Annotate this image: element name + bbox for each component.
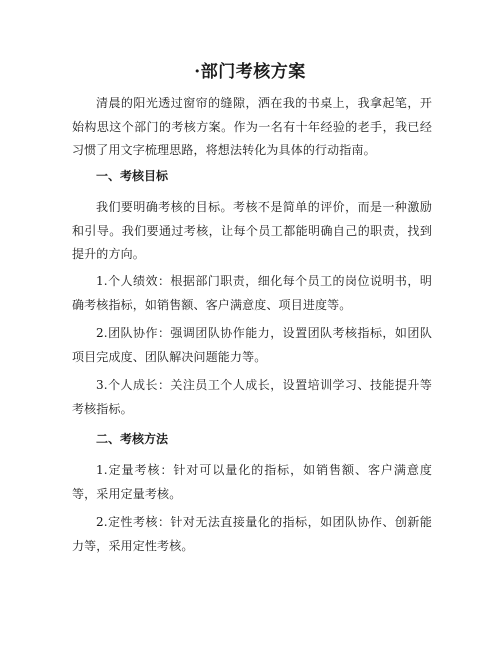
document-title: ·部门考核方案 [194,62,306,82]
goal-item-teamwork: 2.团队协作：强调团队协作能力，设置团队考核指标，如团队项目完成度、团队解决问题能力等。 [72,326,432,364]
method-item-quantitative: 1.定量考核：针对可以量化的指标，如销售额、客户满意度等，采用定量考核。 [72,463,432,501]
goals-paragraph: 我们要明确考核的目标。考核不是简单的评价，而是一种激励和引导。我们要通过考核，让每个员工都能明确自己的职责，找到提升的方向。 [72,200,432,261]
section-heading-methods: 二、考核方法 [96,432,169,446]
method-item-qualitative: 2.定性考核：针对无法直接量化的指标，如团队协作、创新能力等，采用定性考核。 [72,515,432,553]
section-heading-goals: 一、考核目标 [96,169,169,183]
goal-item-personal-growth: 3.个人成长：关注员工个人成长，设置培训学习、技能提升等考核指标。 [72,378,432,416]
goal-item-personal-performance: 1.个人绩效：根据部门职责，细化每个员工的岗位说明书，明确考核指标，如销售额、客户满意度、项目进度等。 [72,274,432,312]
intro-paragraph: 清晨的阳光透过窗帘的缝隙，洒在我的书桌上，我拿起笔，开始构思这个部门的考核方案。作为一名有十年经验的老手，我已经习惯了用文字梳理思路，将想法转化为具体的行动指南。 [72,96,432,157]
